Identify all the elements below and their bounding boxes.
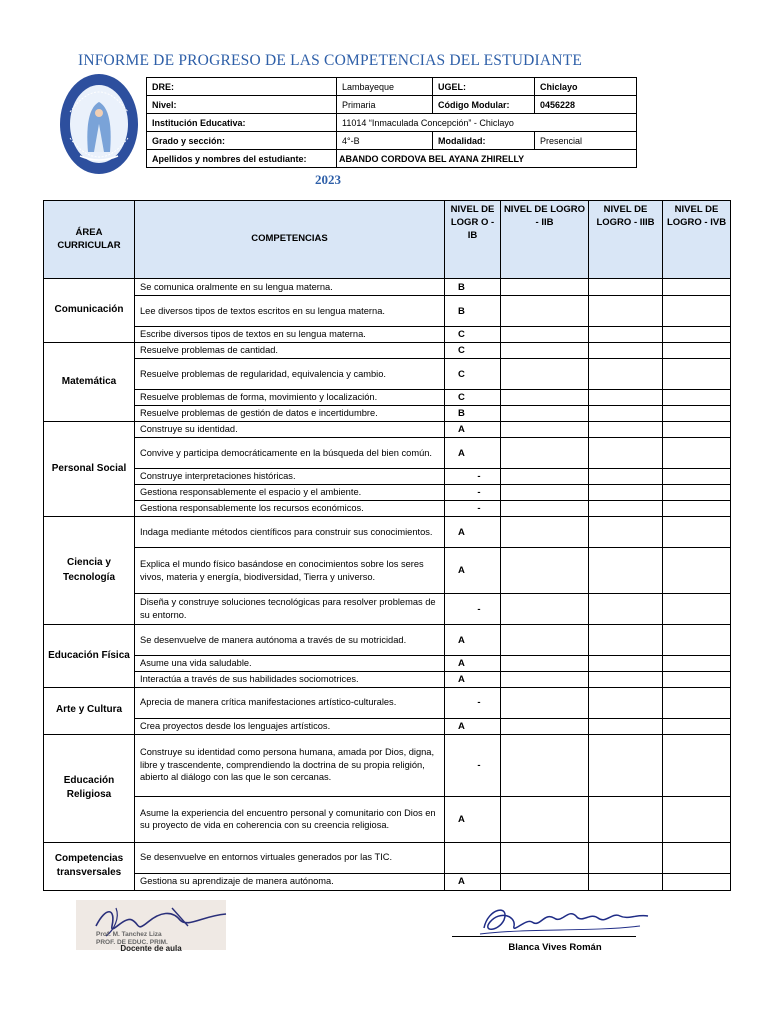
student-info-table bbox=[146, 77, 637, 168]
level-iib bbox=[501, 718, 589, 734]
header-area: ÁREA CURRICULAR bbox=[44, 201, 135, 279]
level-iib bbox=[501, 687, 589, 718]
ugel-value: Chiclayo bbox=[535, 78, 637, 96]
level-iib bbox=[501, 485, 589, 501]
level-iiib bbox=[589, 296, 663, 327]
codigo-modular-value: 0456228 bbox=[535, 96, 637, 114]
competencia: Crea proyectos desde los lenguajes artísticos. bbox=[135, 718, 445, 734]
stamp-line-2: PROF. DE EDUC. PRIM. bbox=[96, 939, 168, 946]
competencia: Resuelve problemas de gestión de datos e incertidumbre. bbox=[135, 406, 445, 422]
level-ivb bbox=[663, 873, 731, 890]
level-ib: - bbox=[445, 734, 501, 796]
level-iiib bbox=[589, 327, 663, 343]
report-title: INFORME DE PROGRESO DE LAS COMPETENCIAS DEL ESTUDIANTE bbox=[77, 52, 583, 69]
level-ib: B bbox=[445, 296, 501, 327]
table-row bbox=[44, 548, 731, 594]
level-iiib bbox=[589, 359, 663, 390]
level-ib: B bbox=[445, 406, 501, 422]
competencia: Asume la experiencia del encuentro personal y comunitario con Dios en su proyecto de vida en coherencia con su creencia religiosa. bbox=[135, 796, 445, 842]
level-iib bbox=[501, 517, 589, 548]
level-ib: A bbox=[445, 517, 501, 548]
competencia: Gestiona responsablemente los recursos económicos. bbox=[135, 501, 445, 517]
level-ib: A bbox=[445, 671, 501, 687]
level-ib: - bbox=[445, 594, 501, 625]
level-ivb bbox=[663, 501, 731, 517]
level-ib bbox=[445, 842, 501, 873]
ugel-label: UGEL: bbox=[433, 78, 535, 96]
level-iiib bbox=[589, 718, 663, 734]
level-iiib bbox=[589, 548, 663, 594]
level-ib: A bbox=[445, 873, 501, 890]
institucion-value: 11014 “Inmaculada Concepción” - Chiclayo bbox=[337, 114, 637, 132]
level-ivb bbox=[663, 796, 731, 842]
area-personal-social: Personal Social bbox=[44, 422, 135, 517]
teacher-caption: Docente de aula bbox=[120, 944, 182, 953]
competencia: Gestiona responsablemente el espacio y el ambiente. bbox=[135, 485, 445, 501]
level-iiib bbox=[589, 406, 663, 422]
level-ib: C bbox=[445, 359, 501, 390]
level-iiib bbox=[589, 485, 663, 501]
competencia: Se comunica oralmente en su lengua materna. bbox=[135, 279, 445, 296]
header-nivel-iib: NIVEL DE LOGRO - IIB bbox=[501, 201, 589, 279]
level-ivb bbox=[663, 842, 731, 873]
level-iiib bbox=[589, 656, 663, 672]
area-comunicacion: Comunicación bbox=[44, 279, 135, 343]
level-iib bbox=[501, 796, 589, 842]
level-iiib bbox=[589, 734, 663, 796]
level-iib bbox=[501, 390, 589, 406]
level-ivb bbox=[663, 390, 731, 406]
codigo-modular-label: Código Modular: bbox=[433, 96, 535, 114]
competencia: Interactúa a través de sus habilidades sociomotrices. bbox=[135, 671, 445, 687]
nivel-value: Primaria bbox=[337, 96, 433, 114]
table-row bbox=[44, 687, 731, 718]
level-iib bbox=[501, 422, 589, 438]
competencia: Escribe diversos tipos de textos en su lengua materna. bbox=[135, 327, 445, 343]
level-iiib bbox=[589, 842, 663, 873]
level-iib bbox=[501, 656, 589, 672]
level-ivb bbox=[663, 671, 731, 687]
level-ivb bbox=[663, 469, 731, 485]
header-competencias: COMPETENCIAS bbox=[135, 201, 445, 279]
level-iib bbox=[501, 625, 589, 656]
competencia: Convive y participa democráticamente en la búsqueda del bien común. bbox=[135, 438, 445, 469]
table-row bbox=[44, 873, 731, 890]
competencia: Resuelve problemas de cantidad. bbox=[135, 343, 445, 359]
level-ivb bbox=[663, 327, 731, 343]
level-iib bbox=[501, 343, 589, 359]
level-ivb bbox=[663, 279, 731, 296]
level-iiib bbox=[589, 501, 663, 517]
level-ib: - bbox=[445, 501, 501, 517]
level-ivb bbox=[663, 438, 731, 469]
table-row bbox=[44, 296, 731, 327]
area-educacion-fisica: Educación Física bbox=[44, 625, 135, 688]
level-iib bbox=[501, 671, 589, 687]
modalidad-label: Modalidad: bbox=[433, 132, 535, 150]
level-iiib bbox=[589, 517, 663, 548]
level-ib: A bbox=[445, 548, 501, 594]
table-row bbox=[44, 390, 731, 406]
table-row bbox=[44, 406, 731, 422]
competencia: Gestiona su aprendizaje de manera autónoma. bbox=[135, 873, 445, 890]
level-ib: A bbox=[445, 796, 501, 842]
level-iib bbox=[501, 594, 589, 625]
table-row bbox=[44, 517, 731, 548]
level-ivb bbox=[663, 296, 731, 327]
level-ivb bbox=[663, 734, 731, 796]
level-iiib bbox=[589, 671, 663, 687]
dre-label: DRE: bbox=[147, 78, 337, 96]
level-ib: C bbox=[445, 327, 501, 343]
level-ivb bbox=[663, 687, 731, 718]
level-iib bbox=[501, 438, 589, 469]
table-row bbox=[44, 656, 731, 672]
level-iib bbox=[501, 469, 589, 485]
area-educacion-religiosa: Educación Religiosa bbox=[44, 734, 135, 842]
area-matematica: Matemática bbox=[44, 343, 135, 422]
area-arte-cultura: Arte y Cultura bbox=[44, 687, 135, 734]
competencia: Explica el mundo físico basándose en conocimientos sobre los seres vivos, materia y energía, biodiversidad, Tierra y universo. bbox=[135, 548, 445, 594]
table-row bbox=[44, 671, 731, 687]
header-nivel-ib: NIVEL DE LOGR O - IB bbox=[445, 201, 501, 279]
competencia: Construye interpretaciones históricas. bbox=[135, 469, 445, 485]
table-row bbox=[44, 718, 731, 734]
level-ib: A bbox=[445, 438, 501, 469]
level-ivb bbox=[663, 656, 731, 672]
grado-value: 4°-B bbox=[337, 132, 433, 150]
table-row bbox=[44, 594, 731, 625]
level-ivb bbox=[663, 718, 731, 734]
table-row bbox=[44, 438, 731, 469]
competencia: Diseña y construye soluciones tecnológicas para resolver problemas de su entorno. bbox=[135, 594, 445, 625]
table-row bbox=[44, 501, 731, 517]
level-ivb bbox=[663, 406, 731, 422]
level-ib: C bbox=[445, 390, 501, 406]
level-ib: - bbox=[445, 485, 501, 501]
level-iiib bbox=[589, 796, 663, 842]
grado-label: Grado y sección: bbox=[147, 132, 337, 150]
level-iib bbox=[501, 406, 589, 422]
level-ib: A bbox=[445, 625, 501, 656]
level-ivb bbox=[663, 517, 731, 548]
modalidad-value: Presencial bbox=[535, 132, 637, 150]
competencia: Construye su identidad. bbox=[135, 422, 445, 438]
table-row bbox=[44, 343, 731, 359]
header-nivel-ivb: NIVEL DE LOGRO - IVB bbox=[663, 201, 731, 279]
table-row bbox=[44, 279, 731, 296]
level-iiib bbox=[589, 873, 663, 890]
level-iib bbox=[501, 873, 589, 890]
competencia: Asume una vida saludable. bbox=[135, 656, 445, 672]
competencia: Indaga mediante métodos científicos para construir sus conocimientos. bbox=[135, 517, 445, 548]
level-ivb bbox=[663, 548, 731, 594]
table-row bbox=[44, 842, 731, 873]
level-iib bbox=[501, 842, 589, 873]
level-iiib bbox=[589, 594, 663, 625]
competencia: Lee diversos tipos de textos escritos en su lengua materna. bbox=[135, 296, 445, 327]
level-ib: B bbox=[445, 279, 501, 296]
level-ivb bbox=[663, 422, 731, 438]
dre-value: Lambayeque bbox=[337, 78, 433, 96]
level-iiib bbox=[589, 687, 663, 718]
table-row bbox=[44, 359, 731, 390]
competencies-table bbox=[43, 200, 731, 891]
level-iiib bbox=[589, 279, 663, 296]
table-row bbox=[44, 327, 731, 343]
level-iib bbox=[501, 279, 589, 296]
level-iib bbox=[501, 501, 589, 517]
level-iiib bbox=[589, 390, 663, 406]
level-iib bbox=[501, 359, 589, 390]
level-ib: A bbox=[445, 422, 501, 438]
level-iib bbox=[501, 296, 589, 327]
level-ib: - bbox=[445, 687, 501, 718]
competencia: Resuelve problemas de regularidad, equivalencia y cambio. bbox=[135, 359, 445, 390]
table-row bbox=[44, 625, 731, 656]
competencia: Aprecia de manera crítica manifestaciones artístico-culturales. bbox=[135, 687, 445, 718]
stamp-line-1: Prof. M. Tanchez Liza bbox=[96, 931, 162, 938]
level-iib bbox=[501, 734, 589, 796]
area-ciencia-tecnologia: Ciencia y Tecnología bbox=[44, 517, 135, 625]
level-iiib bbox=[589, 625, 663, 656]
level-iiib bbox=[589, 438, 663, 469]
signature-line bbox=[452, 936, 636, 937]
level-ivb bbox=[663, 625, 731, 656]
competencia: Resuelve problemas de forma, movimiento y localización. bbox=[135, 390, 445, 406]
report-year: 2023 bbox=[315, 172, 341, 187]
level-ivb bbox=[663, 594, 731, 625]
table-row bbox=[44, 734, 731, 796]
nivel-label: Nivel: bbox=[147, 96, 337, 114]
level-ib: A bbox=[445, 718, 501, 734]
header-nivel-iiib: NIVEL DE LOGRO - IIIB bbox=[589, 201, 663, 279]
table-row bbox=[44, 485, 731, 501]
level-ivb bbox=[663, 485, 731, 501]
table-row bbox=[44, 422, 731, 438]
level-ib: - bbox=[445, 469, 501, 485]
level-ib: C bbox=[445, 343, 501, 359]
level-iiib bbox=[589, 343, 663, 359]
director-name: Blanca Vives Román bbox=[508, 942, 602, 953]
estudiante-value: ABANDO CORDOVA BEL AYANA ZHIRELLY bbox=[337, 150, 637, 168]
competencia: Se desenvuelve en entornos virtuales generados por las TIC. bbox=[135, 842, 445, 873]
level-ivb bbox=[663, 343, 731, 359]
level-iib bbox=[501, 327, 589, 343]
area-competencias-transversales: Competencias transversales bbox=[44, 842, 135, 890]
estudiante-label: Apellidos y nombres del estudiante: bbox=[147, 150, 337, 168]
school-seal-logo bbox=[58, 72, 140, 176]
institucion-label: Institución Educativa: bbox=[147, 114, 337, 132]
level-iib bbox=[501, 548, 589, 594]
table-row bbox=[44, 796, 731, 842]
level-iiib bbox=[589, 422, 663, 438]
level-ib: A bbox=[445, 656, 501, 672]
level-ivb bbox=[663, 359, 731, 390]
level-iiib bbox=[589, 469, 663, 485]
table-row bbox=[44, 469, 731, 485]
competencia: Se desenvuelve de manera autónoma a través de su motricidad. bbox=[135, 625, 445, 656]
competencia: Construye su identidad como persona humana, amada por Dios, digna, libre y trascendente, comprendiendo la doctrina de su propia religión, abierto al diálogo con las que le son cercanas. bbox=[135, 734, 445, 796]
